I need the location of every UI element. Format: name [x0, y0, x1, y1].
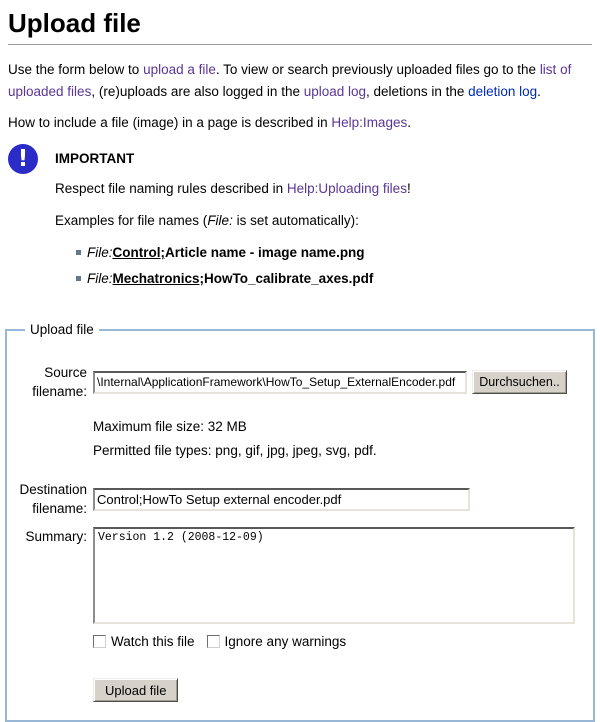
source-filename-input[interactable] [93, 371, 467, 394]
intro-paragraph [8, 59, 592, 103]
summary-content [93, 527, 575, 624]
browse-button[interactable]: Durchsuchen.. [472, 370, 567, 394]
upload-form-legend: Upload file [30, 322, 94, 337]
square-bullet-icon [76, 250, 81, 255]
important-exclamation-icon: ! [8, 144, 38, 174]
intro-text-4: , deletions in the [366, 84, 469, 99]
watch-file-label: Watch this file [111, 634, 195, 649]
example-file-prefix: File: [87, 245, 113, 260]
ignore-warnings-label: Ignore any warnings [224, 634, 347, 649]
important-icon-column [8, 144, 55, 297]
intro-text-1: Use the form below to [8, 62, 144, 77]
ignore-warnings-checkbox[interactable] [207, 635, 220, 648]
example-item [76, 245, 592, 261]
example-file-prefix: File: [87, 271, 113, 286]
upload-log-link[interactable]: upload log [303, 84, 367, 99]
checkbox-row [17, 634, 585, 649]
deletion-log-link[interactable]: deletion log [468, 84, 538, 99]
list-link-line2: uploaded files [8, 84, 92, 99]
important-block [8, 144, 592, 297]
max-file-size-text: Maximum file size: 32 MB [93, 419, 247, 434]
howto-text-1: How to include a file (image) in a page is described in [8, 115, 332, 130]
summary-label: Summary: [25, 529, 87, 544]
source-filename-row [17, 363, 585, 401]
examples-file-word: File: [207, 213, 233, 228]
help-uploading-files-link[interactable]: Help:Uploading files [286, 181, 407, 196]
example-category: Mechatronics; [112, 271, 205, 286]
example-filename: HowTo_calibrate_axes.pdf [204, 271, 374, 286]
source-label-line2: filename: [32, 384, 87, 399]
help-images-link[interactable]: Help:Images [331, 115, 408, 130]
permitted-types-row [17, 443, 585, 458]
example-item [76, 271, 592, 287]
source-filename-content [93, 370, 567, 394]
source-label-line1: Source [44, 365, 87, 380]
permitted-types-text: Permitted file types: png, gif, jpg, jpeg, svg, pdf. [93, 443, 377, 458]
max-file-size-row [17, 419, 585, 434]
howto-text-2: . [407, 115, 411, 130]
summary-textarea[interactable] [93, 527, 575, 624]
howto-paragraph [8, 115, 592, 130]
destination-label-line1: Destination [19, 482, 87, 497]
destination-label-line2: filename: [32, 501, 87, 516]
example-filename: Article name - image name.png [165, 245, 365, 260]
intro-text-2: . To view or search previously uploaded files go to the [215, 62, 540, 77]
respect-text-1: Respect file naming rules described in [55, 181, 287, 196]
intro-text-3: , (re)uploads are also logged in the [91, 84, 304, 99]
upload-file-button[interactable]: Upload file [93, 678, 178, 702]
destination-filename-content [93, 488, 470, 511]
destination-filename-input[interactable] [93, 488, 470, 511]
upload-form-fieldset [5, 322, 595, 722]
list-link-line1: list of [539, 62, 572, 77]
destination-filename-row [17, 480, 585, 518]
destination-filename-label [17, 480, 93, 518]
examples-text-2: is set automatically): [232, 213, 359, 228]
important-heading: IMPORTANT [55, 151, 135, 166]
examples-list [55, 245, 592, 287]
submit-row [17, 678, 585, 702]
intro-text-5: . [537, 84, 541, 99]
examples-text-1: Examples for file names ( [55, 213, 208, 228]
square-bullet-icon [76, 276, 81, 281]
watch-file-checkbox[interactable] [93, 635, 106, 648]
summary-row [17, 527, 585, 624]
upload-a-file-link[interactable]: upload a file [143, 62, 216, 77]
respect-rules-line [55, 179, 592, 198]
page-title: Upload file [8, 8, 592, 45]
example-category: Control; [112, 245, 165, 260]
source-filename-label [17, 363, 93, 401]
examples-intro-line [55, 211, 592, 230]
respect-text-2: ! [406, 181, 411, 196]
important-content [55, 144, 592, 297]
